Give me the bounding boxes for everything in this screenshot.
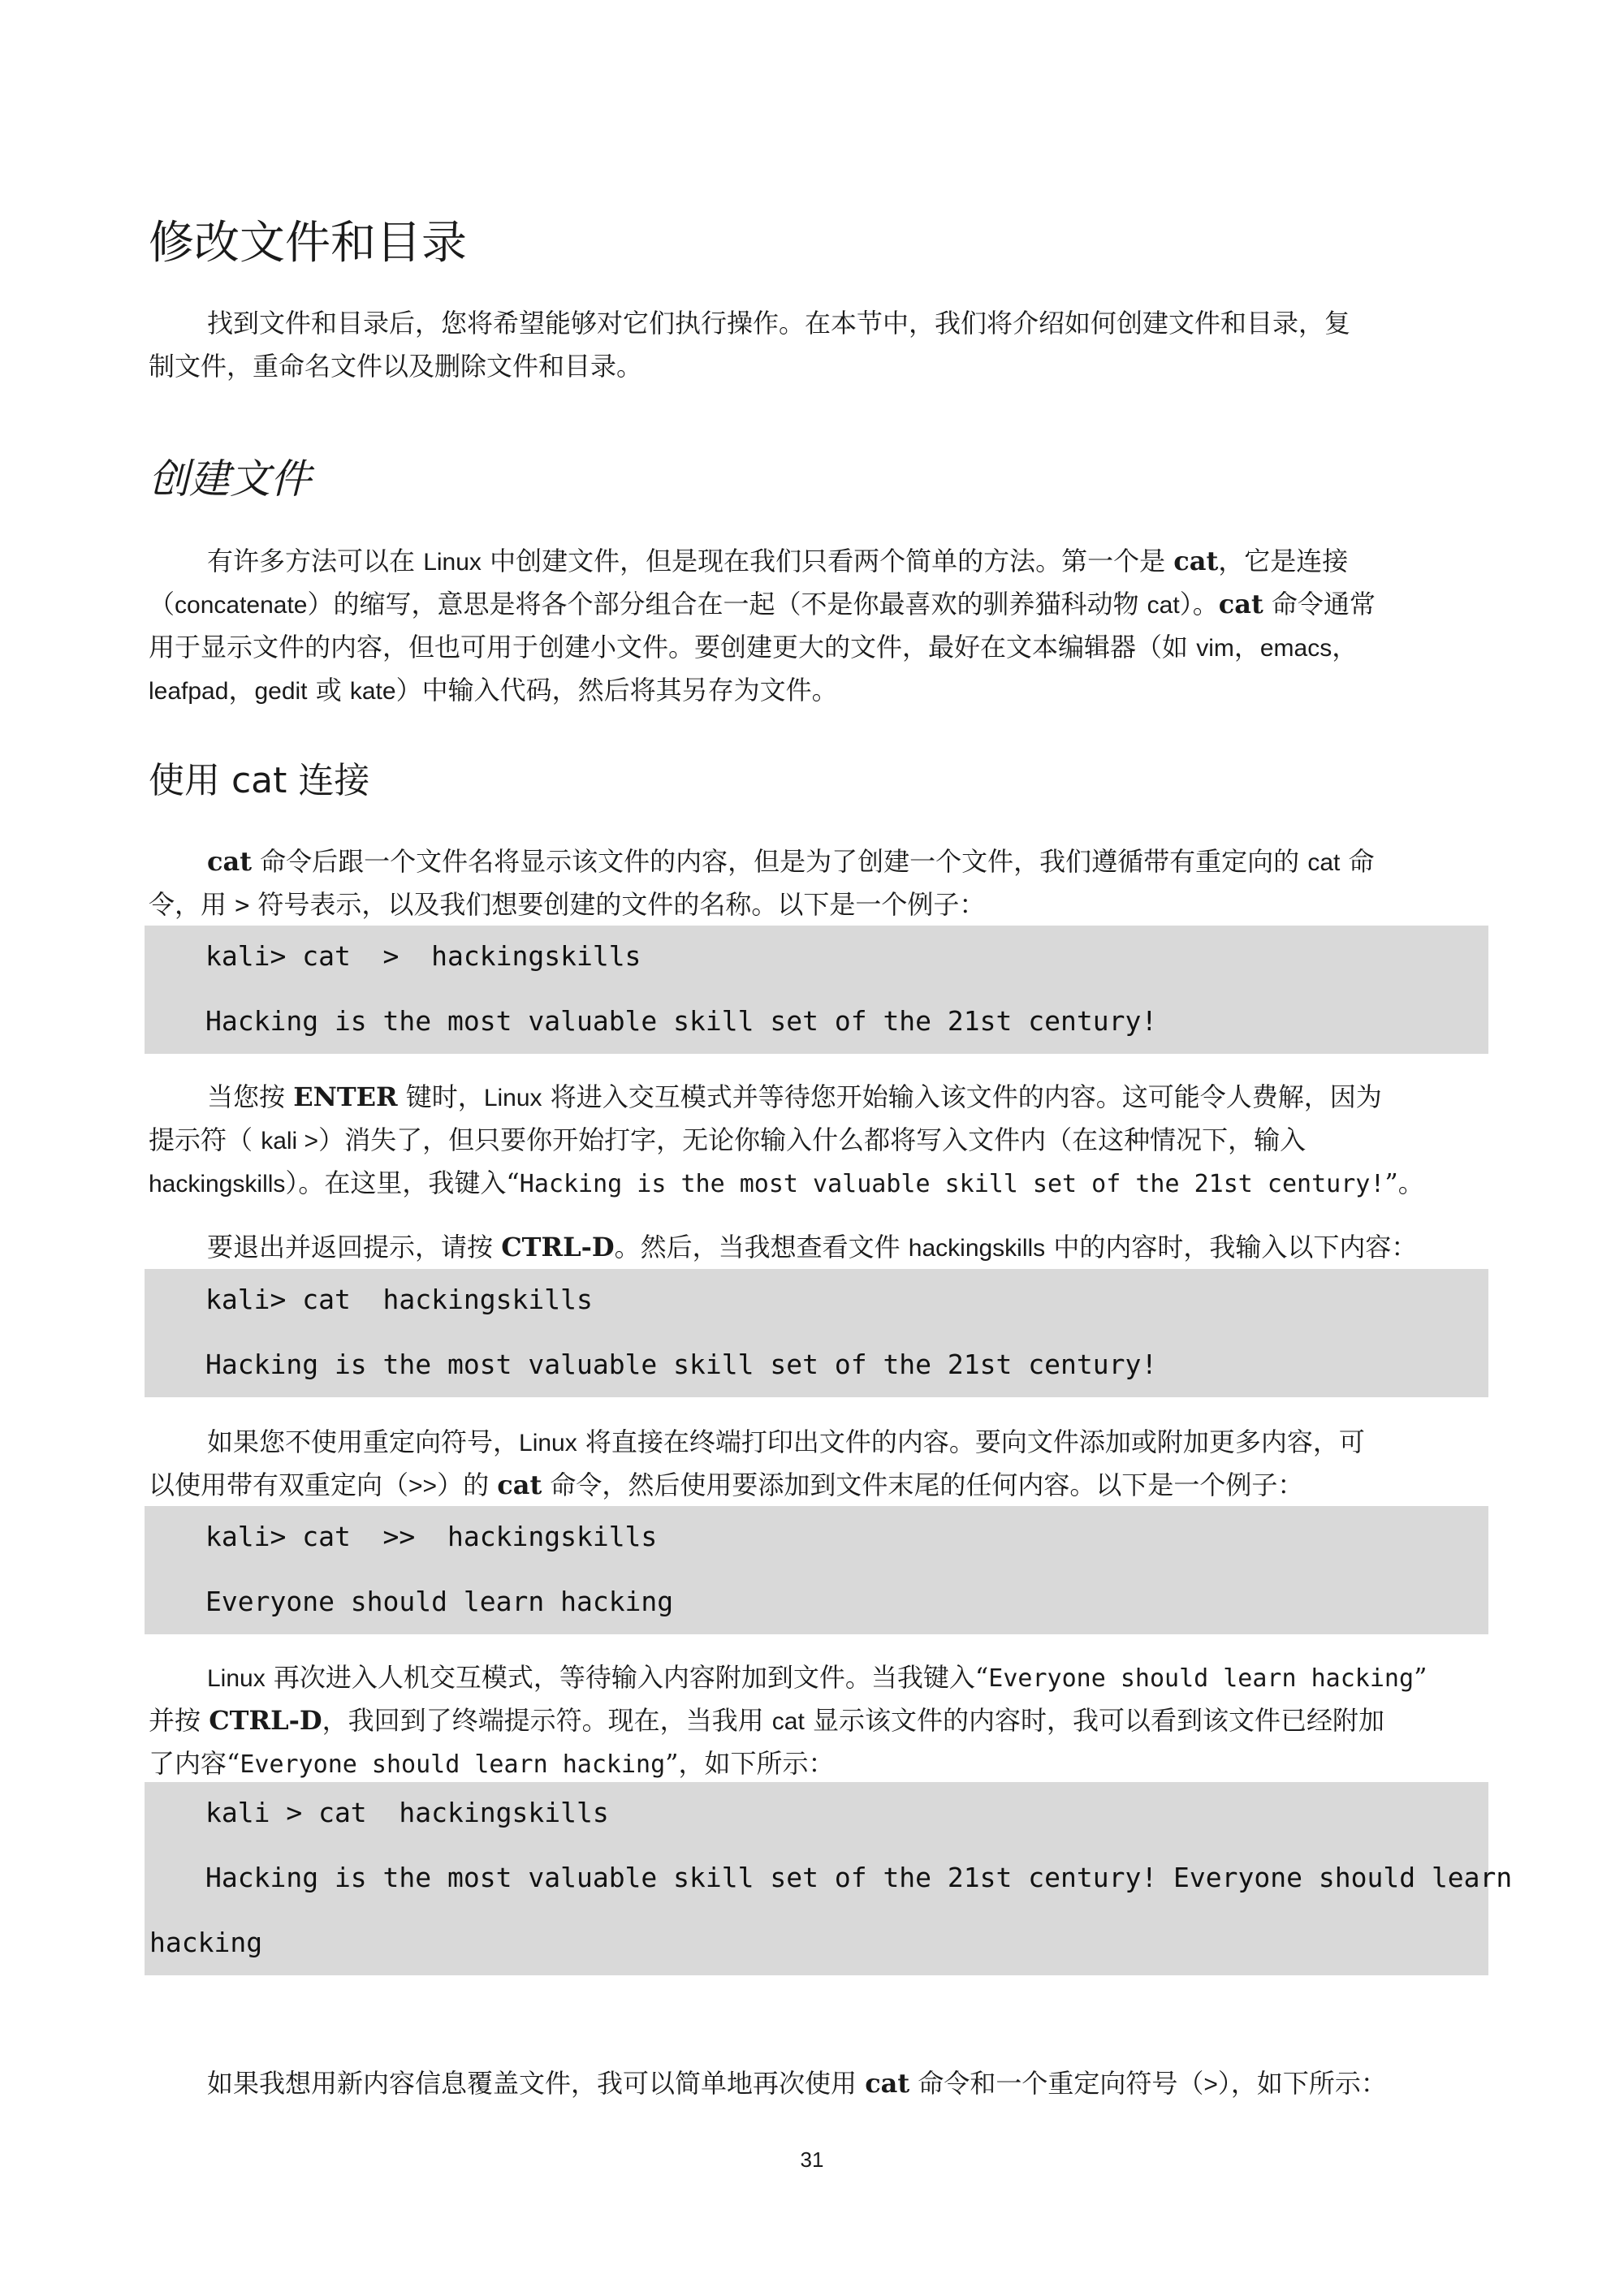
cat-para-line-1: cat 命令后跟一个文件名将显示该文件的内容，但是为了创建一个文件，我们遵循带有重定向的 cat 命: [207, 846, 1375, 877]
append-para-line-1: 如果您不使用重定向符号，Linux 将直接在终端打印出文件的内容。要向文件添加或附加更多内容，可: [207, 1426, 1365, 1457]
code-line: Hacking is the most valuable skill set of the 21st century!: [205, 1349, 1158, 1380]
code-line: kali> cat >> hackingskills: [205, 1521, 658, 1552]
code-line: Hacking is the most valuable skill set of the 21st century!: [205, 1005, 1158, 1037]
cat-heading: 使用 cat 连接: [149, 760, 370, 801]
code-block-4: [145, 1782, 1513, 1975]
code-line: kali > cat hackingskills: [205, 1797, 609, 1828]
intro-line-2: 制文件，重命名文件以及删除文件和目录。: [149, 351, 643, 382]
create-para-line-1: 有许多方法可以在 Linux 中创建文件，但是现在我们只看两个简单的方法。第一个是 cat，它是连接: [207, 546, 1349, 576]
code-block-3: [145, 1506, 1488, 1634]
create-para-line-3: 用于显示文件的内容，但也可用于创建小文件。要创建更大的文件，最好在文本编辑器（如 vim，emacs，: [149, 632, 1358, 662]
again-para-line-1: Linux 再次进入人机交互模式，等待输入内容附加到文件。当我键入“Everyone should learn hacking”: [207, 1662, 1427, 1693]
code-line: kali> cat > hackingskills: [205, 940, 641, 972]
again-para-line-2: 并按 CTRL-D，我回到了终端提示符。现在，当我用 cat 显示该文件的内容时，我可以看到该文件已经附加: [149, 1705, 1384, 1736]
section-title: 修改文件和目录: [149, 217, 467, 270]
intro-line-1: 找到文件和目录后，您将希望能够对它们执行操作。在本节中，我们将介绍如何创建文件和目录，复: [207, 308, 1351, 339]
again-para-line-3: 了内容“Everyone should learn hacking”，如下所示：: [149, 1748, 835, 1779]
page-number: 31: [800, 2147, 824, 2172]
cat-para-line-2: 令，用 > 符号表示，以及我们想要创建的文件的名称。以下是一个例子：: [149, 889, 986, 920]
code-line: Hacking is the most valuable skill set of the 21st century! Everyone should learn: [205, 1862, 1513, 1893]
ctrld-para: 要退出并返回提示，请按 CTRL-D。然后，当我想查看文件 hackingskills 中的内容时，我输入以下内容：: [207, 1232, 1418, 1262]
code-block-2: [145, 1269, 1488, 1397]
code-line: Everyone should learn hacking: [205, 1586, 674, 1617]
enter-para-line-3: hackingskills）。在这里，我键入“Hacking is the most valuable skill set of the 21st century!”。: [149, 1167, 1424, 1198]
code-block-1: [145, 926, 1488, 1054]
code-line: hacking: [149, 1927, 263, 1958]
code-line: kali> cat hackingskills: [205, 1284, 593, 1315]
create-file-heading: 创建文件: [149, 455, 311, 503]
enter-para-line-1: 当您按 ENTER 键时，Linux 将进入交互模式并等待您开始输入该文件的内容。这可能令人费解，因为: [207, 1081, 1382, 1112]
enter-para-line-2: 提示符（ kali >）消失了，但只要你开始打字，无论你输入什么都将写入文件内（在这种情况下，输入: [149, 1124, 1307, 1155]
overwrite-para: 如果我想用新内容信息覆盖文件，我可以简单地再次使用 cat 命令和一个重定向符号（>），如下所示：: [207, 2068, 1387, 2099]
append-para-line-2: 以使用带有双重定向（>>）的 cat 命令，然后使用要添加到文件末尾的任何内容。以下是一个例子：: [149, 1470, 1304, 1500]
create-para-line-2: （concatenate）的缩写，意思是将各个部分组合在一起（不是你最喜欢的驯养猫科动物 cat）。cat 命令通常: [149, 589, 1376, 619]
create-para-line-4: leafpad，gedit 或 kate）中输入代码，然后将其另存为文件。: [149, 675, 838, 706]
